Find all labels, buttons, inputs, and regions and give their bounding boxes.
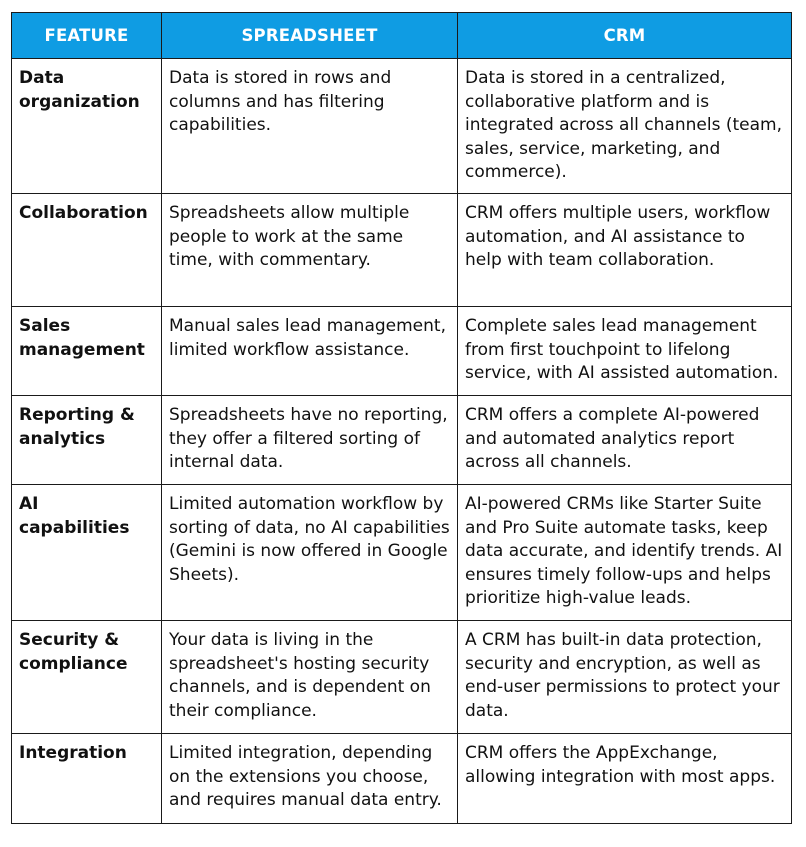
crm-cell: Data is stored in a centralized, collaborative platform and is integrated across all channels (team, sales, service, marketing, and commerce).: [458, 59, 792, 194]
crm-cell: CRM offers multiple users, workflow automation, and AI assistance to help with team collaboration.: [458, 194, 792, 307]
table-row: [12, 307, 792, 396]
crm-cell: AI-powered CRMs like Starter Suite and Pro Suite automate tasks, keep data accurate, and identify trends. AI ensures timely follow-ups and helps prioritize high-value leads.: [458, 485, 792, 621]
header-feature: FEATURE: [12, 13, 162, 59]
spreadsheet-cell: Data is stored in rows and columns and has filtering capabilities.: [162, 59, 458, 194]
comparison-table: [11, 12, 792, 824]
feature-cell: Security & compliance: [12, 621, 162, 734]
feature-cell: Integration: [12, 734, 162, 824]
header-spreadsheet: SPREADSHEET: [162, 13, 458, 59]
table-row: [12, 485, 792, 621]
table-row: [12, 396, 792, 485]
spreadsheet-cell: Spreadsheets allow multiple people to work at the same time, with commentary.: [162, 194, 458, 307]
crm-cell: CRM offers the AppExchange, allowing integration with most apps.: [458, 734, 792, 824]
feature-cell: Collaboration: [12, 194, 162, 307]
spreadsheet-cell: Limited integration, depending on the extensions you choose, and requires manual data entry.: [162, 734, 458, 824]
feature-cell: Data organization: [12, 59, 162, 194]
crm-cell: CRM offers a complete AI-powered and automated analytics report across all channels.: [458, 396, 792, 485]
spreadsheet-cell: Your data is living in the spreadsheet's hosting security channels, and is dependent on their compliance.: [162, 621, 458, 734]
spreadsheet-cell: Limited automation workflow by sorting of data, no AI capabilities (Gemini is now offered in Google Sheets).: [162, 485, 458, 621]
header-crm: CRM: [458, 13, 792, 59]
feature-cell: Sales management: [12, 307, 162, 396]
feature-cell: Reporting & analytics: [12, 396, 162, 485]
spreadsheet-cell: Manual sales lead management, limited workflow assistance.: [162, 307, 458, 396]
crm-cell: Complete sales lead management from first touchpoint to lifelong service, with AI assisted automation.: [458, 307, 792, 396]
table-row: [12, 59, 792, 194]
table-row: [12, 194, 792, 307]
table-row: [12, 621, 792, 734]
feature-cell: AI capabilities: [12, 485, 162, 621]
table-row: [12, 734, 792, 824]
spreadsheet-cell: Spreadsheets have no reporting, they offer a filtered sorting of internal data.: [162, 396, 458, 485]
crm-cell: A CRM has built-in data protection, security and encryption, as well as end-user permissions to protect your data.: [458, 621, 792, 734]
header-row: [12, 13, 792, 59]
